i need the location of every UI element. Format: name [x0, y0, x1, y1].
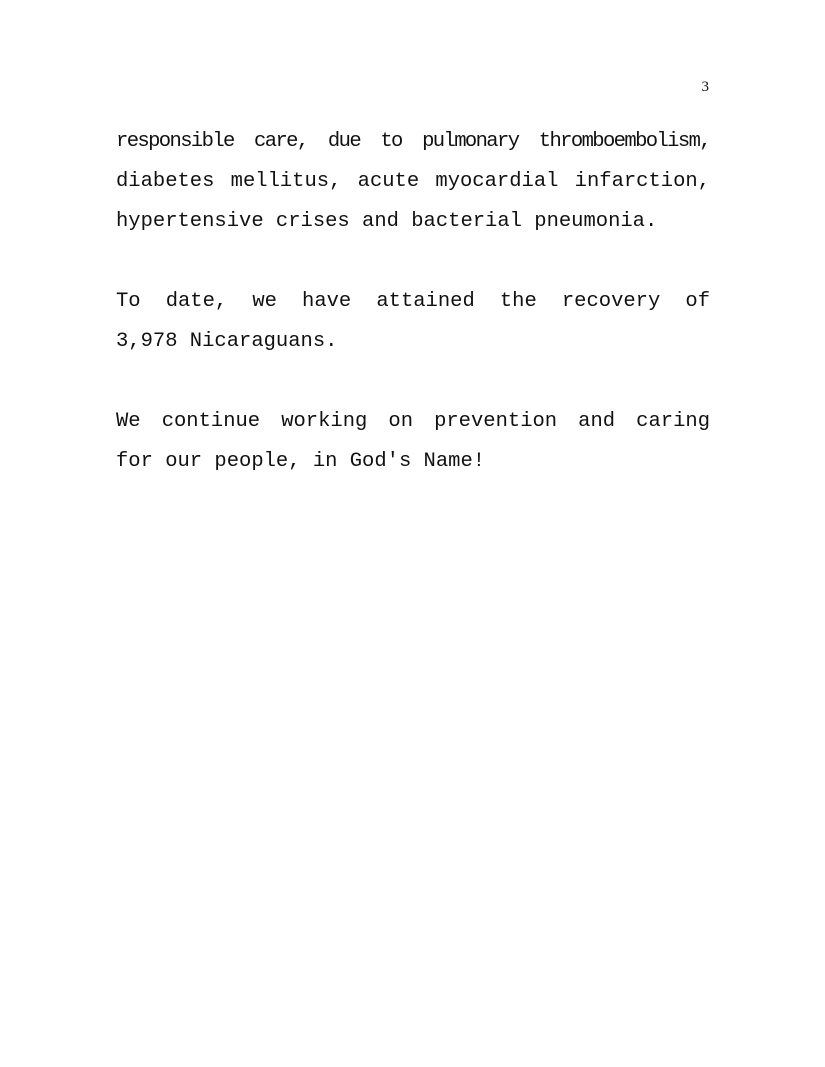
text-line: 3,978 Nicaraguans.	[116, 330, 338, 353]
document-body	[116, 122, 710, 522]
text-line: hypertensive crises and bacterial pneumonia.	[116, 210, 658, 233]
text-line: diabetes mellitus, acute myocardial infarction,	[116, 170, 710, 193]
paragraph-care-causes	[116, 122, 710, 242]
page-number: 3	[701, 79, 709, 95]
text-line: responsible care, due to pulmonary thromboembolism,	[116, 130, 710, 153]
text-line: We continue working on prevention and caring	[116, 410, 710, 433]
paragraph-closing	[116, 402, 710, 482]
text-line: for our people, in God's Name!	[116, 450, 486, 473]
text-line: To date, we have attained the recovery of	[116, 290, 710, 313]
paragraph-recovery	[116, 282, 710, 362]
